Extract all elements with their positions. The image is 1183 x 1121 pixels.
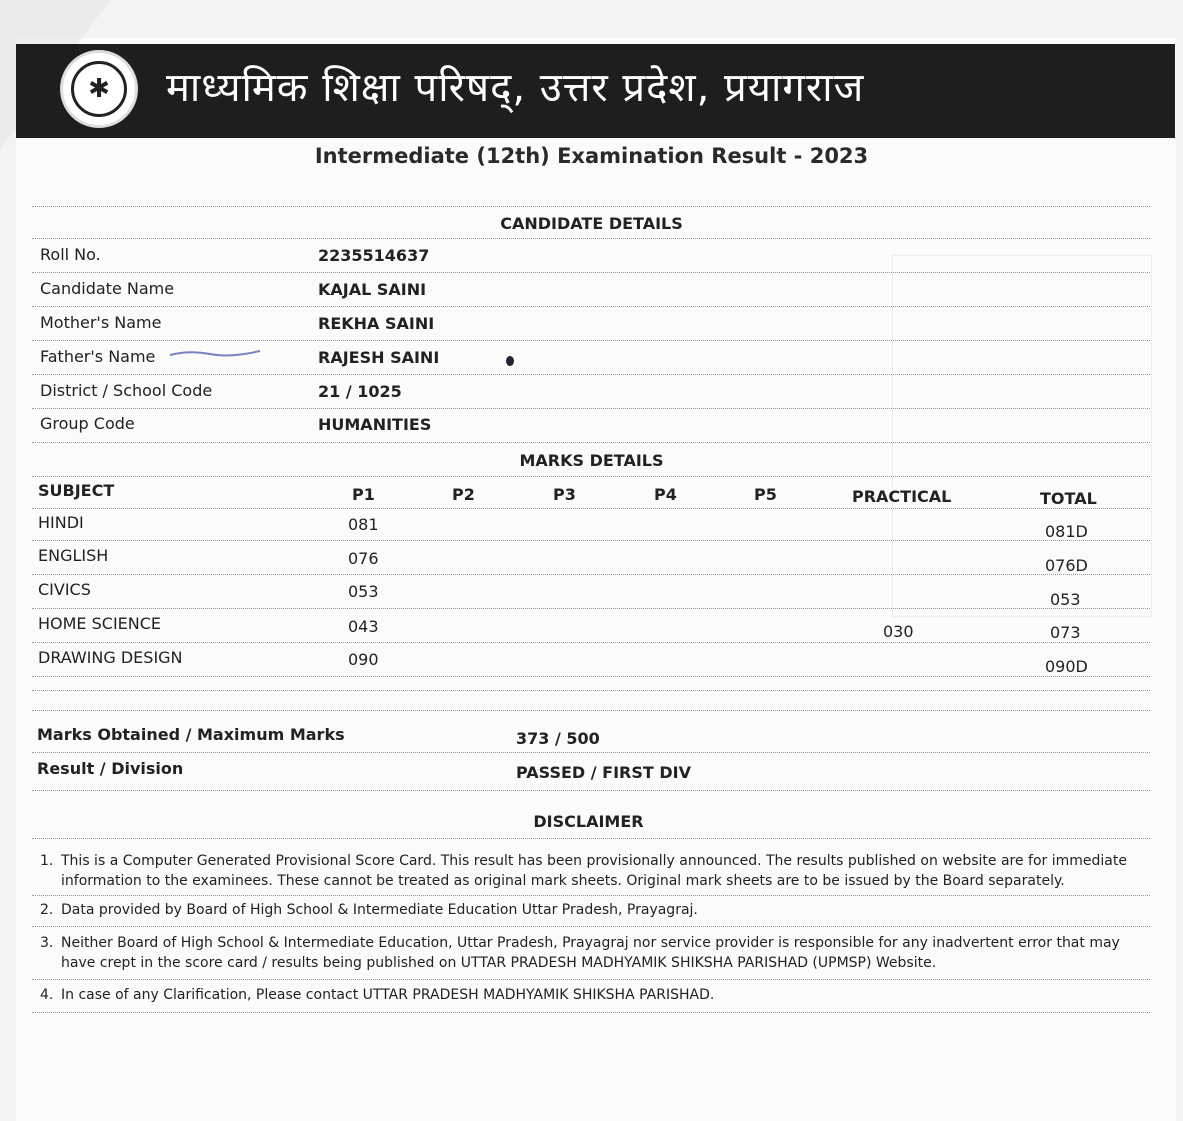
divider: [32, 1012, 1150, 1013]
divider: [32, 340, 1150, 341]
divider: [32, 838, 1150, 839]
father-name-label: Father's Name: [40, 347, 156, 366]
divider: [32, 608, 1150, 609]
col-practical: PRACTICAL: [852, 487, 952, 506]
result-division-label: Result / Division: [37, 759, 184, 778]
divider: [32, 238, 1150, 239]
table-row-total: 081D: [1045, 522, 1088, 541]
table-row-total: 076D: [1045, 556, 1088, 575]
divider: [32, 710, 1150, 711]
board-header-banner: [16, 44, 1175, 138]
col-total: TOTAL: [1040, 489, 1097, 508]
roll-no-value: 2235514637: [318, 246, 430, 265]
disclaimer-item-1: [40, 851, 1140, 891]
table-row-p1: 081: [348, 515, 379, 534]
divider: [32, 408, 1150, 409]
divider: [32, 642, 1150, 643]
candidate-name-label: Candidate Name: [40, 279, 175, 298]
candidate-details-heading: CANDIDATE DETAILS: [500, 214, 683, 233]
divider: [32, 272, 1150, 273]
disclaimer-item-3: [40, 933, 1140, 973]
divider: [32, 895, 1150, 896]
group-code-value: HUMANITIES: [318, 415, 432, 434]
divider: [32, 476, 1150, 477]
divider: [32, 442, 1150, 443]
divider: [32, 374, 1150, 375]
faded-photo-area: [892, 255, 1152, 617]
divider: [32, 690, 1150, 691]
table-row-practical: 030: [883, 622, 914, 641]
col-p3: P3: [553, 485, 576, 504]
divider: [32, 574, 1150, 575]
disclaimer-number: 2.: [40, 902, 54, 918]
disclaimer-item-4: [40, 985, 1140, 1005]
disclaimer-number: 4.: [40, 987, 54, 1003]
upmsp-seal-icon: [60, 50, 138, 128]
marks-obtained-label: Marks Obtained / Maximum Marks: [37, 725, 345, 744]
divider: [32, 676, 1150, 677]
divider: [32, 926, 1150, 927]
disclaimer-text: Neither Board of High School & Intermediate Education, Uttar Pradesh, Prayagraj nor service provider is responsible for any inadvertent error that may have crept in the score card / results being published on UTTAR PRADESH MADHYAMIK SHIKSHA PARISHAD (UPMSP) Website.: [61, 935, 1120, 971]
disclaimer-number: 3.: [40, 935, 54, 951]
table-row-subject: ENGLISH: [38, 546, 109, 565]
group-code-label: Group Code: [40, 414, 135, 433]
divider: [32, 790, 1150, 791]
board-name-hindi: माध्यमिक शिक्षा परिषद्, उत्तर प्रदेश, प्रयागराज: [166, 65, 865, 111]
table-row-total: 053: [1050, 590, 1081, 609]
father-name-value: RAJESH SAINI: [318, 348, 440, 367]
district-school-code-label: District / School Code: [40, 381, 213, 400]
divider: [32, 306, 1150, 307]
result-division-value: PASSED / FIRST DIV: [516, 763, 691, 782]
table-row-subject: HINDI: [38, 513, 84, 532]
exam-title: Intermediate (12th) Examination Result - 2023: [314, 144, 869, 168]
candidate-name-value: KAJAL SAINI: [318, 280, 427, 299]
pen-scribble-mark: [170, 346, 260, 360]
mother-name-value: REKHA SAINI: [318, 314, 435, 333]
district-school-code-value: 21 / 1025: [318, 382, 402, 401]
disclaimer-text: In case of any Clarification, Please contact UTTAR PRADESH MADHYAMIK SHIKSHA PARISHAD.: [61, 987, 715, 1003]
table-row-p1: 076: [348, 549, 379, 568]
table-row-p1: 053: [348, 582, 379, 601]
divider: [32, 979, 1150, 980]
roll-no-label: Roll No.: [40, 245, 101, 264]
divider: [32, 508, 1150, 509]
col-subject: SUBJECT: [38, 481, 115, 500]
table-row-subject: CIVICS: [38, 580, 91, 599]
col-p1: P1: [352, 485, 375, 504]
divider: [32, 540, 1150, 541]
disclaimer-item-2: [40, 900, 1140, 920]
disclaimer-heading: DISCLAIMER: [533, 812, 644, 831]
seal-emblem: ✱: [71, 61, 127, 117]
marks-details-heading: MARKS DETAILS: [519, 451, 664, 470]
col-p4: P4: [654, 485, 677, 504]
disclaimer-text: This is a Computer Generated Provisional Score Card. This result has been provisionally announced. The results published on website are for immediate information to the examinees. These cannot be treated as original mark sheets. Original mark sheets are to be issued by the Board separately.: [61, 853, 1127, 889]
table-row-total: 090D: [1045, 657, 1088, 676]
table-row-subject: HOME SCIENCE: [38, 614, 162, 633]
divider: [32, 752, 1150, 753]
table-row-total: 073: [1050, 623, 1081, 642]
col-p5: P5: [754, 485, 777, 504]
mother-name-label: Mother's Name: [40, 313, 162, 332]
table-row-subject: DRAWING DESIGN: [38, 648, 183, 667]
table-row-p1: 090: [348, 650, 379, 669]
marks-obtained-value: 373 / 500: [516, 729, 600, 748]
divider: [32, 206, 1150, 207]
ink-dot-mark: [506, 356, 514, 366]
table-row-p1: 043: [348, 617, 379, 636]
disclaimer-text: Data provided by Board of High School & Intermediate Education Uttar Pradesh, Prayagraj.: [61, 902, 698, 918]
col-p2: P2: [452, 485, 475, 504]
disclaimer-number: 1.: [40, 853, 54, 869]
